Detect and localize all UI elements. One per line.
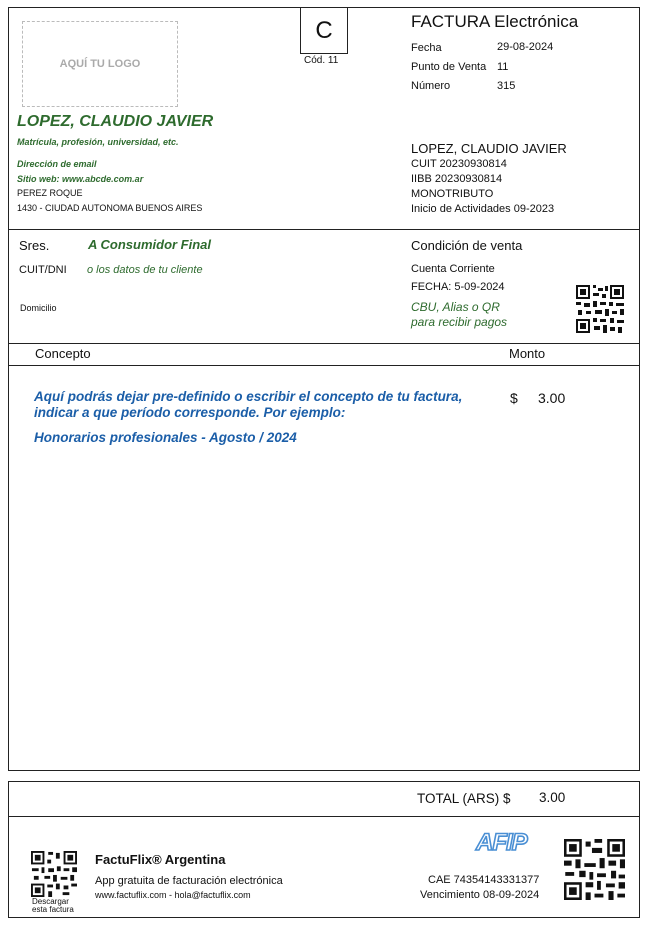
invoice-number-label: Número — [411, 80, 451, 92]
sale-condition-type: Cuenta Corriente — [411, 263, 495, 275]
cae-number: CAE 74354143331377 — [428, 874, 540, 886]
divider-total — [8, 816, 640, 817]
payment-qr-code — [576, 285, 624, 333]
sale-condition-title: Condición de venta — [411, 238, 523, 253]
item-concept-line2: indicar a que período corresponde. Por ejemplo: — [34, 405, 346, 420]
client-sres-label: Sres. — [19, 238, 50, 253]
download-label-line2: esta factura — [32, 905, 74, 914]
footer-tagline: App gratuita de facturación electrónica — [95, 875, 283, 887]
invoice-date-value: 29-08-2024 — [497, 41, 554, 53]
item-concept-example: Honorarios profesionales - Agosto / 2024 — [34, 430, 297, 445]
point-of-sale-value: 11 — [497, 61, 509, 73]
footer-contact-link[interactable]: www.factuflix.com - hola@factuflix.com — [95, 890, 251, 900]
client-id-value: o los datos de tu cliente — [87, 264, 203, 276]
issuer-name: LOPEZ, CLAUDIO JAVIER — [17, 113, 214, 130]
divider-client — [8, 343, 640, 344]
issuer-profession: Matrícula, profesión, universidad, etc. — [17, 137, 179, 147]
footer-brand: FactuFlix® Argentina — [95, 852, 226, 867]
total-label: TOTAL (ARS) $ — [417, 791, 511, 806]
invoice-date-label: Fecha — [411, 42, 442, 54]
cae-expiry: Vencimiento 08-09-2024 — [420, 889, 540, 901]
afip-qr-code — [564, 839, 625, 900]
invoice-title: FACTURA Electrónica — [411, 12, 579, 31]
item-amount: 3.00 — [538, 390, 566, 406]
issuer-regime: MONOTRIBUTO — [411, 188, 494, 200]
client-id-label: CUIT/DNI — [19, 264, 67, 276]
item-concept-line1: Aquí podrás dejar pre-definido o escribir el concepto de tu factura, — [34, 389, 463, 404]
issuer-right-name: LOPEZ, CLAUDIO JAVIER — [411, 141, 567, 156]
download-qr-code[interactable] — [31, 851, 77, 897]
invoice-type-letter: C — [300, 7, 348, 54]
divider-columns — [8, 365, 640, 366]
issuer-iibb: IIBB 20230930814 — [411, 173, 503, 185]
invoice-type-code: Cód. 11 — [304, 55, 339, 66]
client-name: A Consumidor Final — [88, 237, 212, 252]
payment-info-line1: CBU, Alias o QR — [411, 300, 500, 314]
invoice-number-value: 315 — [497, 80, 516, 92]
afip-logo: AFIP — [476, 829, 527, 856]
issuer-city: 1430 - CIUDAD AUTONOMA BUENOS AIRES — [17, 203, 203, 213]
column-header-concept: Concepto — [35, 346, 91, 361]
payment-info-line2: para recibir pagos — [411, 315, 508, 329]
item-currency: $ — [510, 390, 518, 406]
issuer-email: Dirección de email — [17, 159, 97, 169]
logo-placeholder: AQUÍ TU LOGO — [22, 21, 178, 107]
download-label-line1: Descargar — [32, 897, 69, 906]
divider-header — [8, 229, 640, 230]
issuer-cuit: CUIT 20230930814 — [411, 158, 507, 170]
client-address-label: Domicilio — [20, 303, 57, 313]
issuer-website: Sitio web: www.abcde.com.ar — [17, 174, 144, 184]
column-header-amount: Monto — [509, 346, 546, 361]
sale-condition-date: FECHA: 5-09-2024 — [411, 281, 505, 293]
issuer-activities: Inicio de Actividades 09-2023 — [411, 203, 555, 215]
issuer-street: PEREZ ROQUE — [17, 188, 83, 198]
point-of-sale-label: Punto de Venta — [411, 61, 487, 73]
total-value: 3.00 — [539, 790, 566, 805]
